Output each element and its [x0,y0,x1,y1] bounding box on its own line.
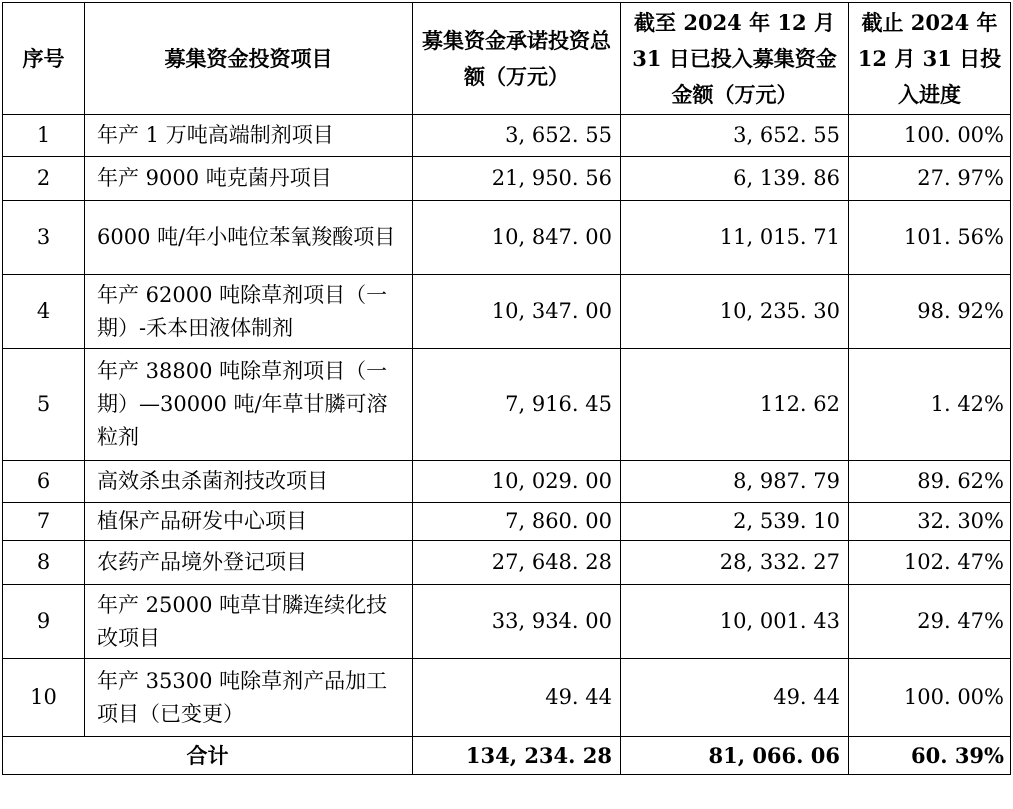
row-invested: 10, 235. 30 [621,275,849,349]
row-project: 农药产品境外登记项目 [85,541,413,585]
total-progress: 60. 39% [849,737,1011,775]
row-project: 6000 吨/年小吨位苯氧羧酸项目 [85,201,413,275]
row-project: 年产 1 万吨高端制剂项目 [85,115,413,157]
row-progress: 29. 47% [849,585,1011,659]
row-no: 4 [3,275,85,349]
row-no: 3 [3,201,85,275]
row-progress: 100. 00% [849,659,1011,737]
header-invested: 截至 2024 年 12 月 31 日已投入募集资金金额（万元） [621,3,849,115]
row-invested: 6, 139. 86 [621,157,849,201]
row-committed: 21, 950. 56 [413,157,621,201]
fund-usage-table [2,2,1011,775]
header-no: 序号 [3,3,85,115]
row-no: 7 [3,503,85,541]
row-committed: 27, 648. 28 [413,541,621,585]
table-row [3,275,1011,349]
row-invested: 3, 652. 55 [621,115,849,157]
row-no: 9 [3,585,85,659]
row-no: 5 [3,349,85,461]
row-committed: 10, 347. 00 [413,275,621,349]
row-progress: 102. 47% [849,541,1011,585]
row-progress: 100. 00% [849,115,1011,157]
row-no: 6 [3,461,85,503]
row-committed: 7, 860. 00 [413,503,621,541]
header-row [3,3,1011,115]
row-project: 年产 9000 吨克菌丹项目 [85,157,413,201]
table-row [3,115,1011,157]
row-no: 10 [3,659,85,737]
row-committed: 3, 652. 55 [413,115,621,157]
row-committed: 33, 934. 00 [413,585,621,659]
total-committed: 134, 234. 28 [413,737,621,775]
row-project: 年产 25000 吨草甘膦连续化技改项目 [85,585,413,659]
header-project: 募集资金投资项目 [85,3,413,115]
row-no: 1 [3,115,85,157]
table-row [3,503,1011,541]
table-row [3,349,1011,461]
total-label: 合计 [3,737,413,775]
row-invested: 2, 539. 10 [621,503,849,541]
row-project: 年产 62000 吨除草剂项目（一期）-禾本田液体制剂 [85,275,413,349]
header-progress: 截止 2024 年 12 月 31 日投入进度 [849,3,1011,115]
total-row [3,737,1011,775]
header-committed: 募集资金承诺投资总额（万元） [413,3,621,115]
row-progress: 98. 92% [849,275,1011,349]
table-row [3,585,1011,659]
total-invested: 81, 066. 06 [621,737,849,775]
row-progress: 1. 42% [849,349,1011,461]
row-project: 年产 38800 吨除草剂项目（一期）—30000 吨/年草甘膦可溶粒剂 [85,349,413,461]
row-no: 8 [3,541,85,585]
table-row [3,659,1011,737]
row-invested: 28, 332. 27 [621,541,849,585]
table-row [3,461,1011,503]
table-row [3,157,1011,201]
row-committed: 10, 029. 00 [413,461,621,503]
row-committed: 7, 916. 45 [413,349,621,461]
row-project: 植保产品研发中心项目 [85,503,413,541]
row-invested: 112. 62 [621,349,849,461]
row-progress: 27. 97% [849,157,1011,201]
row-no: 2 [3,157,85,201]
row-committed: 10, 847. 00 [413,201,621,275]
row-project: 高效杀虫杀菌剂技改项目 [85,461,413,503]
row-progress: 101. 56% [849,201,1011,275]
row-committed: 49. 44 [413,659,621,737]
row-invested: 8, 987. 79 [621,461,849,503]
row-progress: 89. 62% [849,461,1011,503]
table-row [3,541,1011,585]
row-invested: 11, 015. 71 [621,201,849,275]
row-invested: 10, 001. 43 [621,585,849,659]
row-progress: 32. 30% [849,503,1011,541]
row-project: 年产 35300 吨除草剂产品加工项目（已变更） [85,659,413,737]
row-invested: 49. 44 [621,659,849,737]
table-row [3,201,1011,275]
